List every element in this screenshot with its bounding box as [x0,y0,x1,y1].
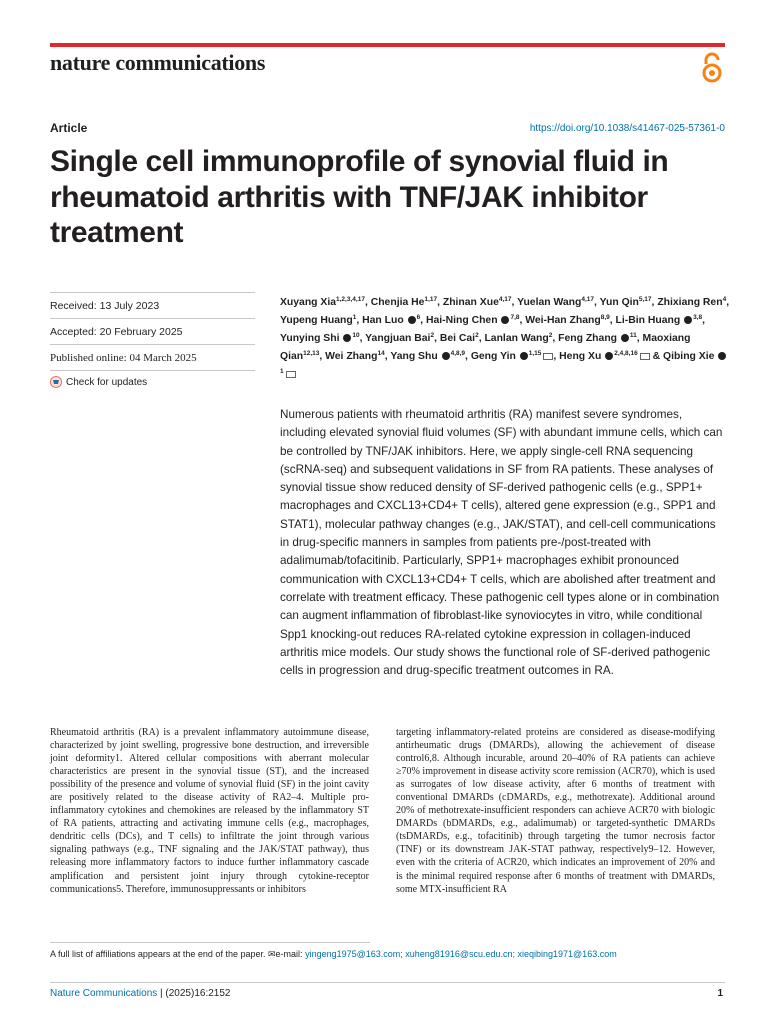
article-type-label: Article [50,121,88,135]
affiliations-footnote [50,949,617,960]
accepted-date: Accepted: 20 February 2025 [50,318,255,344]
email-icon[interactable] [286,371,296,378]
journal-name: nature communications [50,50,266,75]
email-links[interactable]: yingeng1975@163.com; xuheng81916@scu.edu.cn; xieqibing1971@163.com [305,949,617,959]
orcid-icon[interactable] [605,352,613,360]
check-for-updates-button[interactable] [50,370,255,390]
orcid-icon[interactable] [520,352,528,360]
orcid-icon[interactable] [442,352,450,360]
doi-link[interactable]: https://doi.org/10.1038/s41467-025-57361-0 [529,123,725,134]
check-for-updates-icon [50,376,62,388]
email-label: e-mail: [275,949,303,959]
orcid-icon[interactable] [621,334,629,342]
email-icon[interactable] [640,353,650,360]
footer-journal-link[interactable]: Nature Communications [50,988,158,999]
footer-citation [50,988,230,999]
body-left-column: Rheumatoid arthritis (RA) is a prevalent inflammatory autoimmune disease, characterized by joint swelling, progressive bone destruction, and irreversible joint deformity1. Altered cellular compositions with aberrant molecular characteristics are present in the synovial tissue (ST), and the increased possibility of the presence and volume of synovial fluid (SF) in the joint cavity are positively related to the disease activity of RA2–4. Multiple pro-inflammatory cytokines and chemokines are released by the inflammatory ST of RA patients, attracting and activating immune cells (e.g., macrophages, dendritic cells (DCs), and T cells) to infiltrate the joint through various signaling pathways (e.g., TNF signaling and the JAK/STAT pathway), thus releasing more inflammatory factors to induce further inflammatory cascade amplification and persistent joint injury through cytokine-receptor communications5. Therefore, immunosuppressants or inhibitors [50,727,369,895]
journal-top-bar [50,43,725,47]
orcid-icon[interactable] [408,316,416,324]
author-list: Xuyang Xia$^{1,2,3,4,17}$, Chenjia He$^{1,17}$, Zhinan Xue$^{4,17}$, Yuelan Wang$^{4,17}$, Yun Qin$^{5,17}$, Zhixiang Ren$^4$, Yupeng Huang$^1$, Han Luo $^6$, Hai-Ning Chen $^{7,8}$, Wei-Han Zhang$^{8,9}$, Li-Bin Huang $^{3,8}$, Yunying Shi $^{10}$, Yangjuan Bai$^2$, Bei Cai$^2$, Lanlan Wang$^2$, Feng Zhang $^{11}$, Maoxiang Qian$^{12,13}$, Wei Zhang$^{14}$, Yang Shu $^{4,8,9}$, Geng Yin $^{1,15}$ , Heng Xu $^{2,4,8,16}$ & Qibing Xie $^1$ [280,294,730,384]
check-for-updates-label: Check for updates [66,376,148,388]
page-number: 1 [717,988,723,999]
email-icon[interactable] [543,353,553,360]
open-access-icon [700,52,724,84]
published-date: Published online: 04 March 2025 [50,344,255,370]
orcid-icon[interactable] [343,334,351,342]
affiliations-note: A full list of affiliations appears at the end of the paper. [50,949,266,959]
orcid-icon[interactable] [501,316,509,324]
orcid-icon[interactable] [684,316,692,324]
publication-dates [50,292,255,390]
body-right-column: targeting inflammatory-related proteins are considered as disease-modifying antirheumatic drugs (DMARDs), allowing the achievement of disease control6,8. Although incurable, around 20–40% of RA patients can achieve ≥70% improvement in disease activity score remission (ACR70), which is used as surrogates of low disease activity, after 6 months of treatment with conventional DMARDs (cDMARDs, e.g., methotrexate). Additional around 20% of methotrexate-insufficient responders can achieve ACR70 with biologic DMARDs (bDMARDs, e.g., adalimumab) or targeted-synthetic DMARDs (tsDMARDs, e.g., tofacitinib) through targeting the tumor necrosis factor (TNF) or its downstream JAK-STAT pathway, respectively9–12. However, even with the criteria of ACR20, which indicates an improvement of 20% and is the minimal required response after 6 months of treatment with DMARDs, some MTX-insufficient RA [396,727,715,895]
abstract: Numerous patients with rheumatoid arthritis (RA) manifest severe syndromes, including elevated synovial fluid volumes (SF) with abundant immune cells, which can be controlled by TNF/JAK inhibitors. Here, we apply single-cell RNA sequencing (scRNA-seq) and subsequent validations in SF from RA patients. These analyses of synovial tissue show reduced density of SF-derived pathogenic cells (e.g., SPP1+ macrophages and CXCL13+CD4+ T cells), altered gene expression (e.g., SPP1 and STAT1), molecular pathway changes (e.g., JAK/STAT), and cell-cell communications in drug-specific manners in samples from patients pre-/post-treated with adalimumab/tofacitinib. Particularly, SPP1+ macrophages exhibit pronounced communication with CXCL13+CD4+ T cells, which are abolished after treatment and correlate with treatment efficacy. These pathogenic cell types alone or in combination can augment inflammation of fibroblast-like synoviocytes in vitro, while conditional Spp1 knocking-out reduces RA-related cytokine expression in collagen-induced arthritis mice models. Our study shows the functional role of SF-derived pathogenic cells in progression and drug-specific treatment outcomes in RA. [280,408,723,678]
footer-divider [50,982,725,983]
footer-citation-text: | (2025)16:2152 [157,988,231,999]
footnote-divider [50,942,370,943]
article-title: Single cell immunoprofile of synovial fluid in rheumatoid arthritis with TNF/JAK inhibitor treatment [50,145,669,249]
received-date: Received: 13 July 2023 [50,292,255,318]
orcid-icon[interactable] [718,352,726,360]
envelope-icon: ✉ [268,949,276,959]
